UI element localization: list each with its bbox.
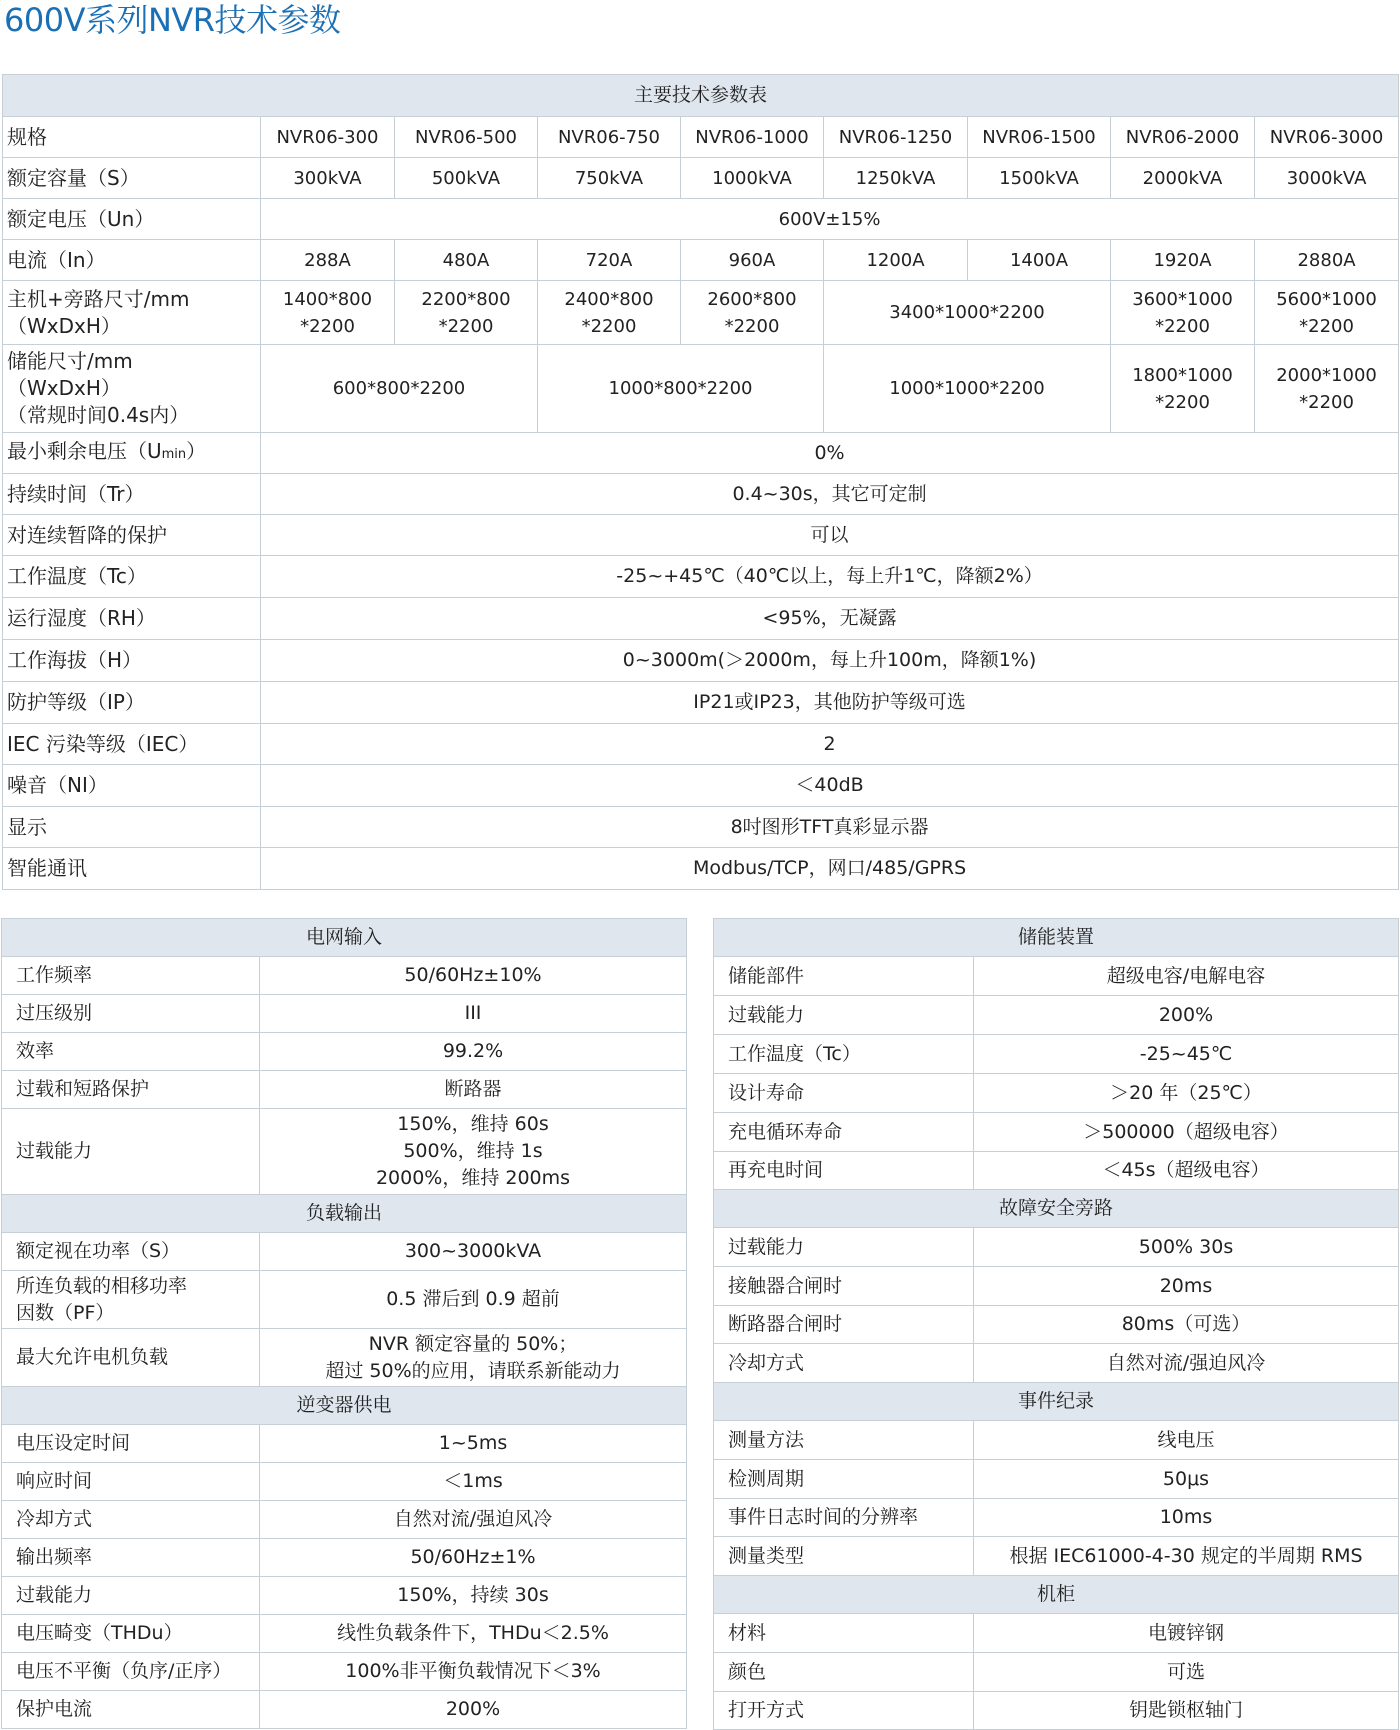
model-cell: NVR06-3000 xyxy=(1255,117,1399,158)
value-cell: 0.5 滞后到 0.9 超前 xyxy=(260,1271,687,1329)
table-row xyxy=(714,996,1399,1035)
row-label: 工作温度（Tc） xyxy=(3,556,261,598)
table-row xyxy=(3,598,1399,640)
dim-line: *2200 xyxy=(1155,391,1210,413)
table-row xyxy=(714,1460,1399,1499)
value-cell: 自然对流/强迫风冷 xyxy=(974,1344,1399,1383)
value-cell: 500% 30s xyxy=(974,1228,1399,1267)
value-cell: 自然对流/强迫风冷 xyxy=(260,1501,687,1539)
table-row xyxy=(2,1615,687,1653)
right-spec-table xyxy=(713,918,1399,1730)
capacity-cell: 2000kVA xyxy=(1111,158,1255,199)
capacity-cell: 1000kVA xyxy=(681,158,824,199)
row-label: 工作海拔（H） xyxy=(3,640,261,682)
value-line: 150%，维持 60s xyxy=(397,1113,549,1135)
value-cell: <95%，无凝露 xyxy=(261,598,1399,640)
label-line: （WxDxH） xyxy=(7,376,121,400)
value-cell: ＜40dB xyxy=(261,765,1399,807)
host-dim-cell xyxy=(395,281,538,345)
table-row xyxy=(2,1539,687,1577)
value-cell: 200% xyxy=(260,1691,687,1729)
model-cell: NVR06-1250 xyxy=(824,117,968,158)
row-label: 电流（In） xyxy=(3,240,261,281)
capacity-cell: 500kVA xyxy=(395,158,538,199)
row-label: 过载能力 xyxy=(714,996,974,1035)
table-row xyxy=(3,433,1399,474)
table-row xyxy=(714,1113,1399,1152)
row-label: 充电循环寿命 xyxy=(714,1113,974,1152)
row-label: 持续时间（Tr） xyxy=(3,474,261,515)
row-label: 打开方式 xyxy=(714,1692,974,1730)
table-row xyxy=(3,724,1399,765)
value-cell: ＜1ms xyxy=(260,1463,687,1501)
dim-line: *2200 xyxy=(724,315,780,337)
table-row xyxy=(2,1109,687,1195)
row-label: 过压级别 xyxy=(2,995,260,1033)
page-title: 600V系列NVR技术参数 xyxy=(4,1,341,39)
row-label: 保护电流 xyxy=(2,1691,260,1729)
row-label: 过载和短路保护 xyxy=(2,1071,260,1109)
table-row xyxy=(714,1692,1399,1730)
value-cell: 线性负载条件下，THDu＜2.5% xyxy=(260,1615,687,1653)
value-cell: 50/60Hz±1% xyxy=(260,1539,687,1577)
dim-line: 3600*1000 xyxy=(1132,288,1233,310)
value-cell xyxy=(260,1109,687,1195)
row-label: 额定视在功率（S） xyxy=(2,1233,260,1271)
table-row xyxy=(3,848,1399,890)
table-row xyxy=(2,1463,687,1501)
table-row xyxy=(714,1537,1399,1576)
row-label: IEC 污染等级（IEC） xyxy=(3,724,261,765)
row-label: 工作温度（Tc） xyxy=(714,1035,974,1074)
row-label: 电压畸变（THDu） xyxy=(2,1615,260,1653)
voltage-cell: 600V±15% xyxy=(261,199,1399,240)
value-cell: -25~45℃ xyxy=(974,1035,1399,1074)
dim-line: 2600*800 xyxy=(707,288,797,310)
row-label: 额定容量（S） xyxy=(3,158,261,199)
label-line: 因数（PF） xyxy=(16,1301,115,1324)
value-cell: 电镀锌钢 xyxy=(974,1614,1399,1653)
table-row xyxy=(2,995,687,1033)
table-row xyxy=(714,1306,1399,1344)
value-cell: 0~3000m(＞2000m，每上升100m，降额1%) xyxy=(261,640,1399,682)
table-row xyxy=(714,1421,1399,1460)
table-row xyxy=(2,1271,687,1329)
table-row xyxy=(714,1653,1399,1692)
dim-line: *2200 xyxy=(581,315,637,337)
left-spec-table xyxy=(1,918,687,1729)
host-dim-cell xyxy=(261,281,395,345)
row-label: 工作频率 xyxy=(2,957,260,995)
current-cell: 1920A xyxy=(1111,240,1255,281)
value-line: 500%，维持 1s xyxy=(403,1140,543,1162)
row-label: 测量类型 xyxy=(714,1537,974,1576)
table-row xyxy=(714,1074,1399,1113)
row-label: 冷却方式 xyxy=(714,1344,974,1383)
capacity-cell: 750kVA xyxy=(538,158,681,199)
table-row xyxy=(3,556,1399,598)
row-label: 噪音（NI） xyxy=(3,765,261,807)
row-label: 设计寿命 xyxy=(714,1074,974,1113)
main-spec-table xyxy=(2,74,1399,890)
table-row xyxy=(3,199,1399,240)
row-label: 颜色 xyxy=(714,1653,974,1692)
model-cell: NVR06-500 xyxy=(395,117,538,158)
main-table-header: 主要技术参数表 xyxy=(3,75,1399,117)
host-dim-cell: 3400*1000*2200 xyxy=(824,281,1111,345)
table-row xyxy=(714,1152,1399,1190)
dim-line: *2200 xyxy=(1299,315,1354,337)
value-cell: 2 xyxy=(261,724,1399,765)
table-row xyxy=(3,515,1399,556)
table-row xyxy=(3,765,1399,807)
label-line: 主机+旁路尺寸/mm xyxy=(7,286,190,311)
row-label xyxy=(2,1271,260,1329)
value-line: 超过 50%的应用，请联系新能动力 xyxy=(325,1359,621,1382)
value-cell: Modbus/TCP，网口/485/GPRS xyxy=(261,848,1399,890)
storage-dim-cell: 1000*800*2200 xyxy=(538,345,824,433)
row-label: 输出频率 xyxy=(2,1539,260,1577)
section-header: 事件纪录 xyxy=(714,1383,1399,1421)
value-cell: 100%非平衡负载情况下＜3% xyxy=(260,1653,687,1691)
row-label: 额定电压（Un） xyxy=(3,199,261,240)
dim-line: 1400*800 xyxy=(282,288,373,310)
capacity-cell: 1500kVA xyxy=(968,158,1111,199)
current-cell: 1400A xyxy=(968,240,1111,281)
table-row xyxy=(2,1033,687,1071)
row-label: 储能部件 xyxy=(714,957,974,996)
label-line: （常规时间0.4s内） xyxy=(7,403,190,427)
section-header: 负载输出 xyxy=(2,1195,687,1233)
host-dim-cell xyxy=(681,281,824,345)
host-dim-cell xyxy=(538,281,681,345)
table-row xyxy=(3,240,1399,281)
row-label: 最大允许电机负载 xyxy=(2,1329,260,1387)
table-row xyxy=(2,1501,687,1539)
row-label: 冷却方式 xyxy=(2,1501,260,1539)
table-row xyxy=(2,1691,687,1729)
value-cell: 80ms（可选） xyxy=(974,1306,1399,1344)
row-label: 事件日志时间的分辨率 xyxy=(714,1499,974,1537)
table-row xyxy=(2,1425,687,1463)
label-subscript: min xyxy=(161,447,187,462)
value-cell: 50/60Hz±10% xyxy=(260,957,687,995)
value-cell: 1~5ms xyxy=(260,1425,687,1463)
label-line: 储能尺寸/mm xyxy=(7,349,133,373)
value-cell: 可以 xyxy=(261,515,1399,556)
value-cell: 根据 IEC61000-4-30 规定的半周期 RMS xyxy=(974,1537,1399,1576)
label-text: ） xyxy=(186,439,207,463)
model-cell: NVR06-1500 xyxy=(968,117,1111,158)
label-line: （WxDxH） xyxy=(7,313,121,338)
value-cell: 0% xyxy=(261,433,1399,474)
current-cell: 2880A xyxy=(1255,240,1399,281)
current-cell: 960A xyxy=(681,240,824,281)
storage-dim-cell: 600*800*2200 xyxy=(261,345,538,433)
value-cell: IP21或IP23，其他防护等级可选 xyxy=(261,682,1399,724)
model-cell: NVR06-2000 xyxy=(1111,117,1255,158)
table-row xyxy=(3,117,1399,158)
row-label: 再充电时间 xyxy=(714,1152,974,1190)
table-row xyxy=(2,1233,687,1271)
row-label: 检测周期 xyxy=(714,1460,974,1499)
capacity-cell: 3000kVA xyxy=(1255,158,1399,199)
row-label: 电压设定时间 xyxy=(2,1425,260,1463)
model-cell: NVR06-1000 xyxy=(681,117,824,158)
table-row xyxy=(714,1228,1399,1267)
section-header: 逆变器供电 xyxy=(2,1387,687,1425)
table-row xyxy=(714,1344,1399,1383)
table-row xyxy=(714,1499,1399,1537)
row-label xyxy=(3,281,261,345)
value-cell: 钥匙锁枢轴门 xyxy=(974,1692,1399,1730)
current-cell: 1200A xyxy=(824,240,968,281)
row-label: 规格 xyxy=(3,117,261,158)
row-label: 接触器合闸时 xyxy=(714,1267,974,1306)
current-cell: 720A xyxy=(538,240,681,281)
dim-line: *2200 xyxy=(1155,315,1210,337)
capacity-cell: 300kVA xyxy=(261,158,395,199)
host-dim-cell xyxy=(1111,281,1255,345)
value-cell: 99.2% xyxy=(260,1033,687,1071)
value-cell: 300~3000kVA xyxy=(260,1233,687,1271)
row-label: 运行湿度（RH） xyxy=(3,598,261,640)
value-cell: 8吋图形TFT真彩显示器 xyxy=(261,807,1399,848)
label-line: 所连负载的相移功率 xyxy=(16,1274,188,1297)
row-label: 电压不平衡（负序/正序） xyxy=(2,1653,260,1691)
value-cell: 超级电容/电解电容 xyxy=(974,957,1399,996)
row-label: 材料 xyxy=(714,1614,974,1653)
table-row xyxy=(714,957,1399,996)
dim-line: 2200*800 xyxy=(421,288,511,310)
storage-dim-cell xyxy=(1255,345,1399,433)
row-label: 过载能力 xyxy=(714,1228,974,1267)
dim-line: *2200 xyxy=(438,315,494,337)
table-row xyxy=(2,1329,687,1387)
table-row xyxy=(2,1071,687,1109)
row-label: 防护等级（IP） xyxy=(3,682,261,724)
value-cell: -25~+45℃（40℃以上，每上升1℃，降额2%） xyxy=(261,556,1399,598)
dim-line: 1800*1000 xyxy=(1132,364,1233,386)
value-line: NVR 额定容量的 50%； xyxy=(368,1332,578,1355)
value-cell: ＞20 年（25℃） xyxy=(974,1074,1399,1113)
value-cell: 0.4~30s，其它可定制 xyxy=(261,474,1399,515)
table-row xyxy=(3,682,1399,724)
table-row xyxy=(3,640,1399,682)
dim-line: 2400*800 xyxy=(564,288,654,310)
value-cell: ＞500000（超级电容） xyxy=(974,1113,1399,1152)
value-cell: 50μs xyxy=(974,1460,1399,1499)
row-label: 对连续暂降的保护 xyxy=(3,515,261,556)
table-row xyxy=(714,1035,1399,1074)
table-row xyxy=(714,1614,1399,1653)
value-cell: 可选 xyxy=(974,1653,1399,1692)
row-label: 过载能力 xyxy=(2,1577,260,1615)
row-label: 显示 xyxy=(3,807,261,848)
row-label: 断路器合闸时 xyxy=(714,1306,974,1344)
storage-dim-cell: 1000*1000*2200 xyxy=(824,345,1111,433)
table-row xyxy=(714,1267,1399,1306)
value-cell: 线电压 xyxy=(974,1421,1399,1460)
value-cell: 10ms xyxy=(974,1499,1399,1537)
table-row xyxy=(3,281,1399,345)
model-cell: NVR06-750 xyxy=(538,117,681,158)
section-header: 故障安全旁路 xyxy=(714,1190,1399,1228)
table-row xyxy=(3,345,1399,433)
section-header: 电网输入 xyxy=(2,919,687,957)
dim-line: *2200 xyxy=(1299,391,1354,413)
section-header: 储能装置 xyxy=(714,919,1399,957)
value-cell: 200% xyxy=(974,996,1399,1035)
value-cell: 断路器 xyxy=(260,1071,687,1109)
storage-dim-cell xyxy=(1111,345,1255,433)
row-label: 过载能力 xyxy=(2,1109,260,1195)
value-line: 2000%，维持 200ms xyxy=(375,1167,571,1189)
table-row xyxy=(3,807,1399,848)
current-cell: 288A xyxy=(261,240,395,281)
host-dim-cell xyxy=(1255,281,1399,345)
model-cell: NVR06-300 xyxy=(261,117,395,158)
row-label: 智能通讯 xyxy=(3,848,261,890)
value-cell: III xyxy=(260,995,687,1033)
row-label xyxy=(3,433,261,474)
row-label: 响应时间 xyxy=(2,1463,260,1501)
table-row xyxy=(3,158,1399,199)
value-cell xyxy=(260,1329,687,1387)
value-cell: ＜45s（超级电容） xyxy=(974,1152,1399,1190)
section-header: 机柜 xyxy=(714,1576,1399,1614)
table-row xyxy=(2,957,687,995)
capacity-cell: 1250kVA xyxy=(824,158,968,199)
current-cell: 480A xyxy=(395,240,538,281)
value-cell: 20ms xyxy=(974,1267,1399,1306)
table-row xyxy=(2,1653,687,1691)
table-row xyxy=(3,474,1399,515)
value-cell: 150%，持续 30s xyxy=(260,1577,687,1615)
label-text: 最小剩余电压（U xyxy=(7,439,162,463)
dim-line: 5600*1000 xyxy=(1276,288,1377,310)
table-row xyxy=(2,1577,687,1615)
row-label xyxy=(3,345,261,433)
dim-line: *2200 xyxy=(300,315,355,337)
dim-line: 2000*1000 xyxy=(1276,364,1377,386)
row-label: 效率 xyxy=(2,1033,260,1071)
row-label: 测量方法 xyxy=(714,1421,974,1460)
